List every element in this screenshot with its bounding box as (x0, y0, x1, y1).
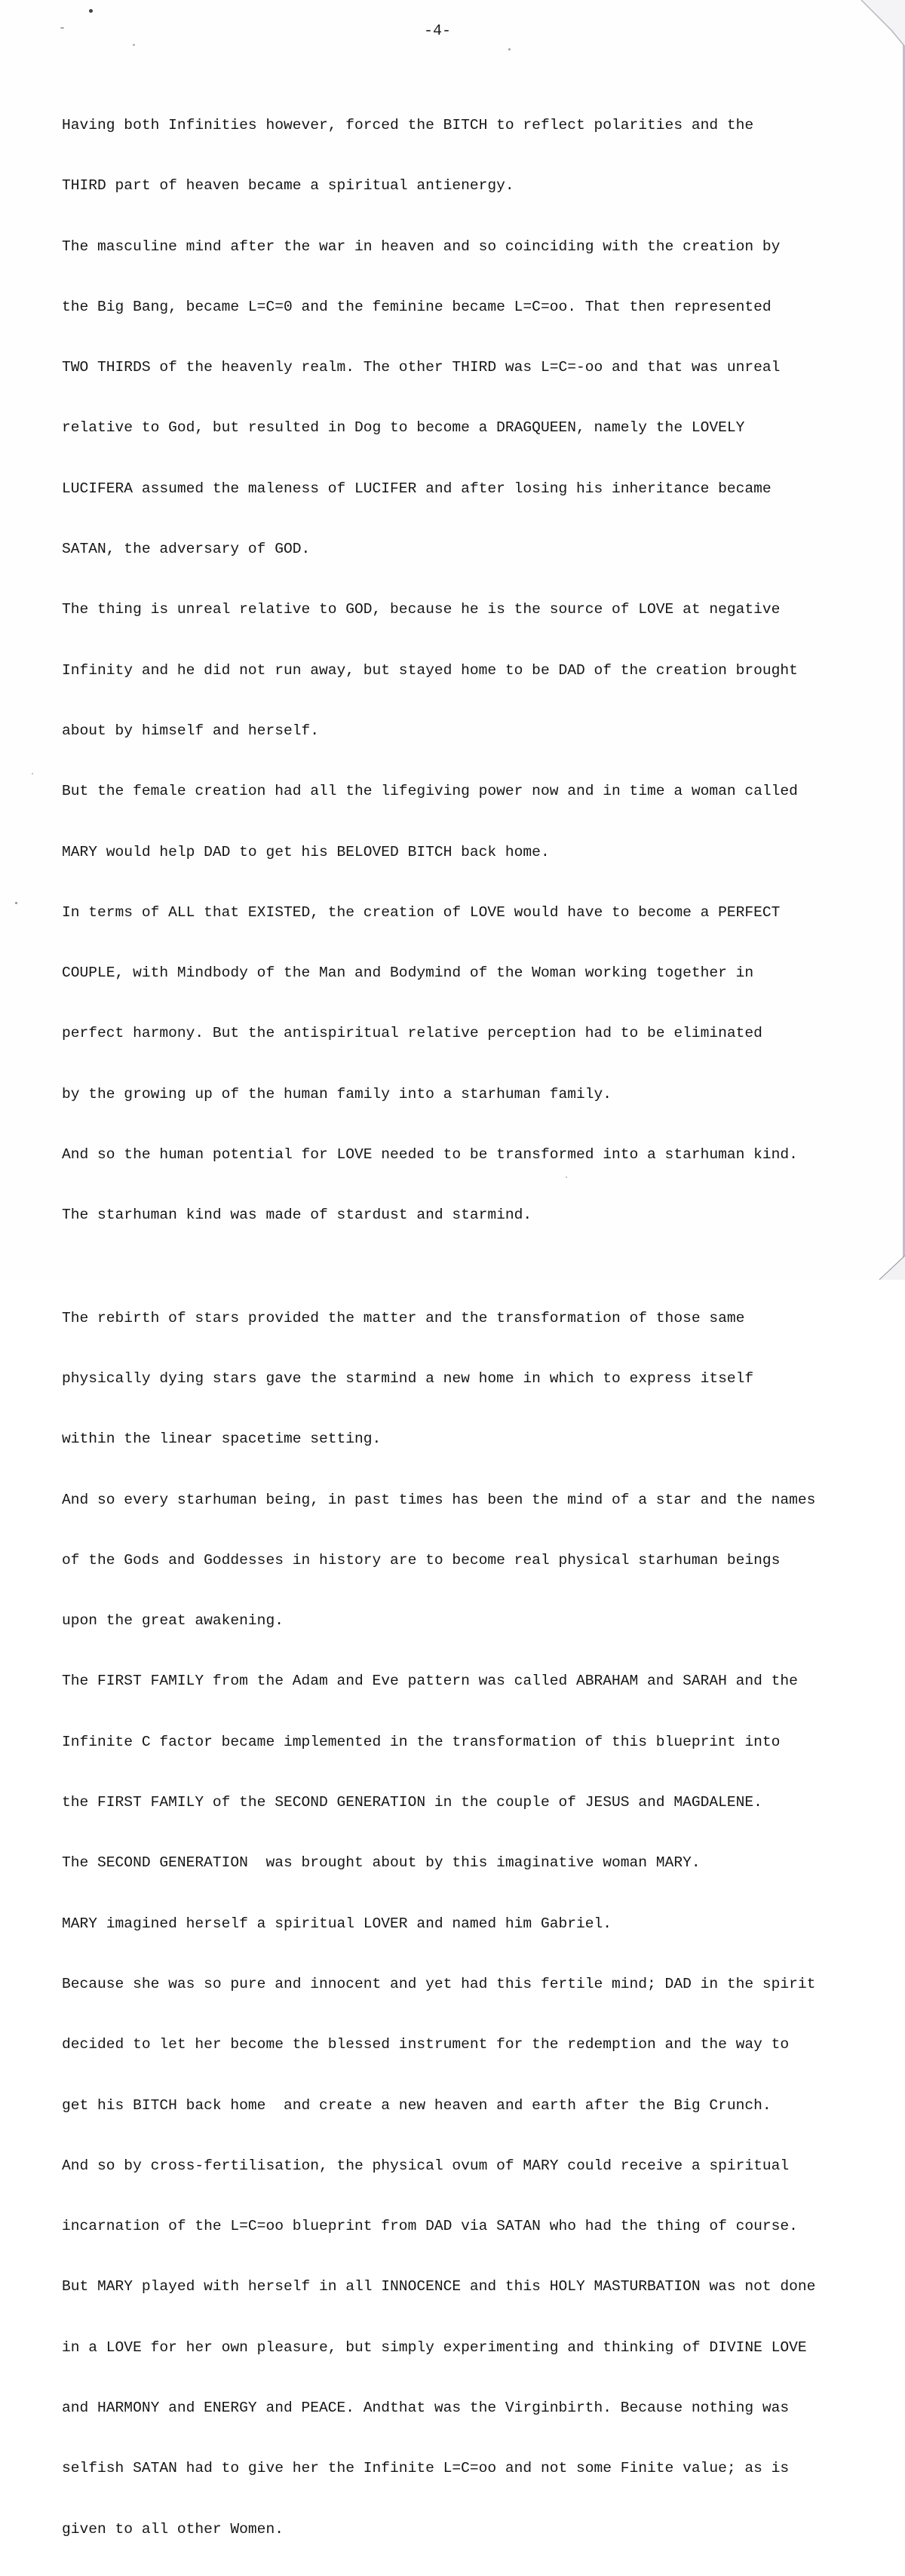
paper-speck (508, 48, 511, 51)
text-line: The starhuman kind was made of stardust and starmind. (62, 1207, 532, 1224)
text-line: SATAN, the adversary of GOD. (62, 541, 311, 558)
text-line: about by himself and herself. (62, 722, 319, 739)
text-line: THIRD part of heaven became a spiritual antienergy. (62, 177, 514, 195)
text-line: The thing is unreal relative to GOD, because he is the source of LOVE at negative (62, 601, 781, 618)
text-line: The masculine mind after the war in heaven and so coinciding with the creation by (62, 238, 781, 255)
text-line: selfish SATAN had to give her the Infinite L=C=oo and not some Finite value; as is (62, 2460, 790, 2477)
text-line: given to all other Women. (62, 2520, 284, 2538)
text-line: and HARMONY and ENERGY and PEACE. Andthat was the Virginbirth. Because nothing was (62, 2399, 790, 2416)
paper-speck (89, 9, 93, 13)
text-line: MARY would help DAD to get his BELOVED BITCH back home. (62, 843, 550, 860)
page-number: -4- (423, 23, 451, 40)
text-line: LUCIFERA assumed the maleness of LUCIFER and after losing his inheritance became (62, 480, 772, 497)
paragraph-gap (62, 1262, 846, 1271)
paper-speck (133, 44, 135, 46)
text-line: The FIRST FAMILY from the Adam and Eve pattern was called ABRAHAM and SARAH and the (62, 1673, 798, 1690)
text-line: Infinity and he did not run away, but stayed home to be DAD of the creation brought (62, 661, 798, 679)
text-line: the FIRST FAMILY of the SECOND GENERATION in the couple of JESUS and MAGDALENE. (62, 1794, 762, 1811)
text-line: But MARY played with herself in all INNOCENCE and this HOLY MASTURBATION was not done (62, 2278, 816, 2295)
text-line: But the female creation had all the lifegiving power now and in time a woman called (62, 783, 798, 800)
body-text (62, 78, 846, 2576)
text-line: COUPLE, with Mindbody of the Man and Bodymind of the Woman working together in (62, 964, 754, 982)
text-line: get his BITCH back home and create a new heaven and earth after the Big Crunch. (62, 2096, 772, 2114)
text-line: Because she was so pure and innocent and yet had this fertile mind; DAD in the spirit (62, 1975, 816, 1992)
text-line: Having both Infinities however, forced the BITCH to reflect polarities and the (62, 117, 754, 133)
text-line: physically dying stars gave the starmind a new home in which to express itself (62, 1369, 754, 1387)
text-line: by the growing up of the human family into a starhuman family. (62, 1085, 612, 1102)
text-line: And so every starhuman being, in past times has been the mind of a star and the names (62, 1491, 816, 1508)
text-line: perfect harmony. But the antispiritual relative perception had to be eliminated (62, 1025, 762, 1042)
text-line: And so the human potential for LOVE needed to be transformed into a starhuman kind. (62, 1146, 798, 1164)
text-line: The SECOND GENERATION was brought about by this imaginative woman MARY. (62, 1854, 701, 1872)
text-line: upon the great awakening. (62, 1612, 284, 1630)
text-line: In terms of ALL that EXISTED, the creation of LOVE would have to become a PERFECT (62, 903, 781, 921)
curled-corner-bottom-right (875, 1250, 905, 1280)
text-line: in a LOVE for her own pleasure, but simply experimenting and thinking of DIVINE LOVE (62, 2338, 807, 2356)
text-line: Infinite C factor became implemented in the transformation of this blueprint into (62, 1733, 781, 1750)
paper-speck (32, 773, 33, 774)
text-line: MARY imagined herself a spiritual LOVER and named him Gabriel. (62, 1915, 612, 1932)
text-line: The rebirth of stars provided the matter and the transformation of those same (62, 1309, 745, 1326)
text-line: TWO THIRDS of the heavenly realm. The other THIRD was L=C=-oo and that was unreal (62, 359, 781, 376)
text-line: within the linear spacetime setting. (62, 1431, 382, 1448)
text-line: decided to let her become the blessed instrument for the redemption and the way to (62, 2036, 790, 2053)
text-line: the Big Bang, became L=C=0 and the feminine became L=C=oo. That then represented (62, 298, 772, 315)
text-line: incarnation of the L=C=oo blueprint from DAD via SATAN who had the thing of course. (62, 2218, 798, 2235)
paper-speck (15, 902, 17, 904)
text-line: relative to God, but resulted in Dog to become a DRAGQUEEN, namely the LOVELY (62, 419, 745, 437)
text-line: And so by cross-fertilisation, the physical ovum of MARY could receive a spiritual (62, 2157, 790, 2174)
text-line: of the Gods and Goddesses in history are to become real physical starhuman beings (62, 1551, 781, 1569)
